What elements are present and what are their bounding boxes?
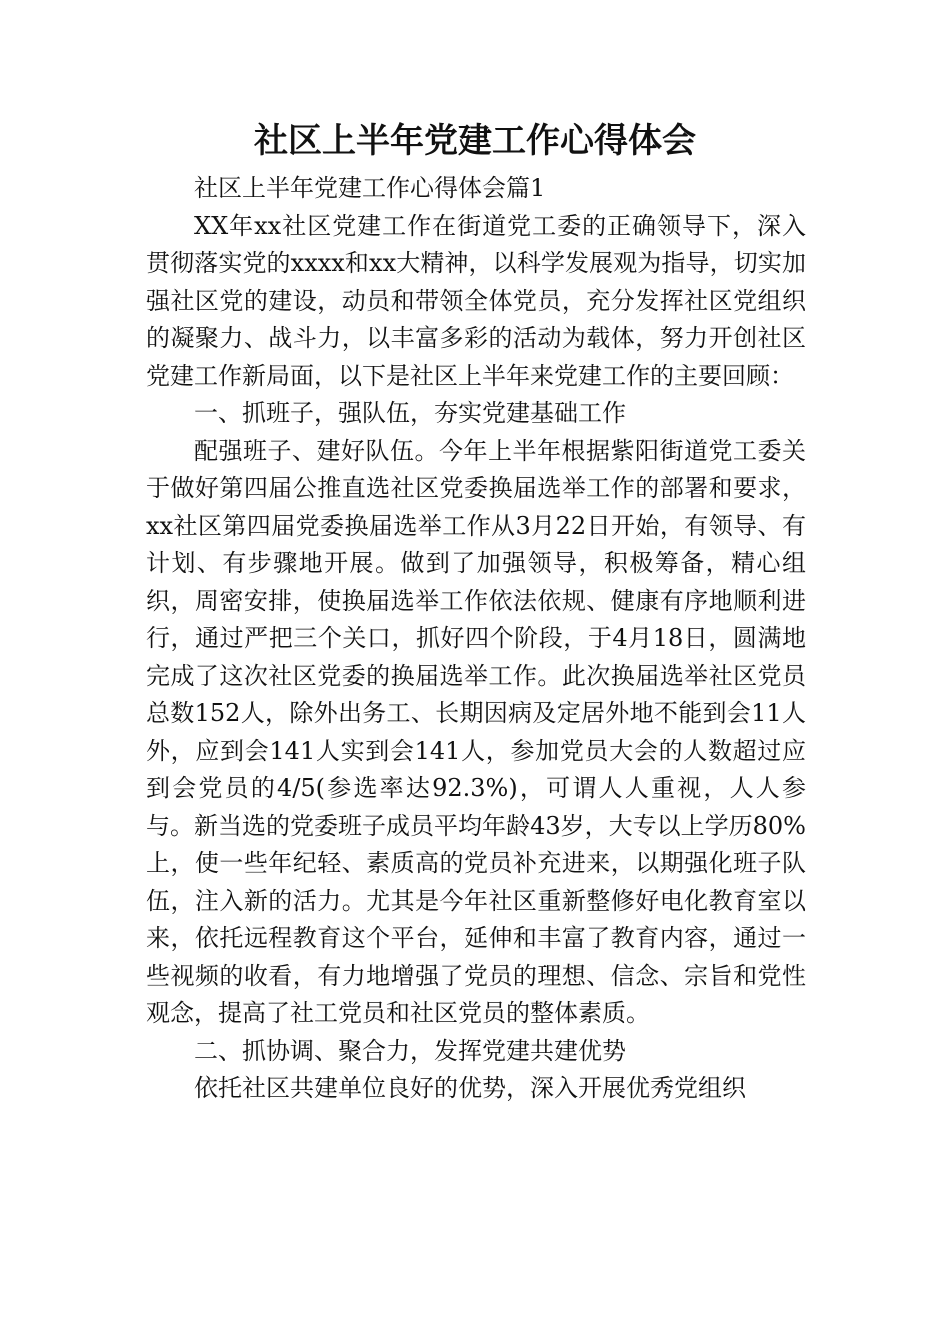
document-body	[146, 170, 806, 1108]
body-paragraph: 配强班子、建好队伍。今年上半年根据紫阳街道党工委关于做好第四届公推直选社区党委换届选举工作的部署和要求，xx社区第四届党委换届选举工作从3月22日开始，有领导、有计划、有步骤地开展。做到了加强领导，积极筹备，精心组织，周密安排，使换届选举工作依法依规、健康有序地顺利进行，通过严把三个关口，抓好四个阶段，于4月18日，圆满地完成了这次社区党委的换届选举工作。此次换届选举社区党员总数152人，除外出务工、长期因病及定居外地不能到会11人外，应到会141人实到会141人，参加党员大会的人数超过应到会党员的4/5(参选率达92.3%)，可谓人人重视，人人参与。新当选的党委班子成员平均年龄43岁，大专以上学历80%上，使一些年纪轻、素质高的党员补充进来，以期强化班子队伍，注入新的活力。尤其是今年社区重新整修好电化教育室以来，依托远程教育这个平台，延伸和丰富了教育内容，通过一些视频的收看，有力地增强了党员的理想、信念、宗旨和党性观念，提高了社工党员和社区党员的整体素质。	[146, 436, 806, 1027]
intro-paragraph: XX年xx社区党建工作在街道党工委的正确领导下，深入贯彻落实党的xxxx和xx大精神，以科学发展观为指导，切实加强社区党的建设，动员和带领全体党员，充分发挥社区党组织的凝聚力、战斗力，以丰富多彩的活动为载体，努力开创社区党建工作新局面，以下是社区上半年来党建工作的主要回顾：	[146, 211, 806, 390]
section-subtitle: 社区上半年党建工作心得体会篇1	[194, 174, 546, 202]
section-heading-2: 二、抓协调、聚合力，发挥党建共建优势	[194, 1036, 626, 1065]
body-paragraph: 依托社区共建单位良好的优势，深入开展优秀党组织	[194, 1074, 746, 1102]
section-heading-1: 一、抓班子，强队伍，夯实党建基础工作	[194, 399, 626, 427]
document-title: 社区上半年党建工作心得体会	[254, 121, 696, 161]
